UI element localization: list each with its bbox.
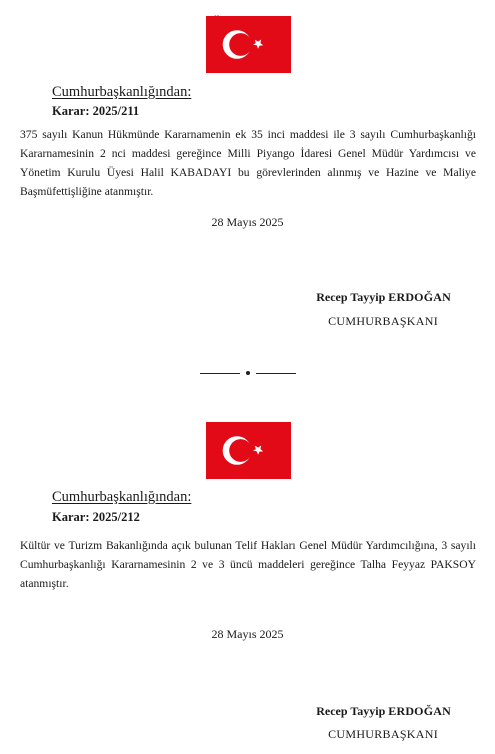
signer-title: CUMHURBAŞKANI	[328, 314, 438, 328]
decision-number: Karar: 2025/211	[52, 104, 140, 118]
signer-title: CUMHURBAŞKANI	[328, 727, 438, 741]
section-separator-icon	[0, 366, 495, 380]
decision-number: Karar: 2025/212	[52, 510, 140, 524]
decree-heading: Cumhurbaşkanlığından:	[52, 84, 192, 100]
separator-line-left	[200, 373, 240, 374]
decree-heading: Cumhurbaşkanlığından:	[52, 489, 192, 505]
turkish-flag-icon	[206, 16, 291, 73]
separator-line-right	[256, 373, 296, 374]
decree-body: Kültür ve Turizm Bakanlığında açık bulunan Telif Hakları Genel Müdür Yardımcılığına, 3 sayılı Cumhurbaşkanlığı Kararnamesinin 2 ve 3 üncü maddeleri gereğince Talha Feyyaz PAKSOY atanmıştır.	[20, 539, 476, 590]
signer-name	[316, 704, 451, 719]
signer-given-names: Recep Tayyip	[316, 704, 389, 718]
signer-surname: ERDOĞAN	[388, 704, 451, 718]
decree-date: 28 Mayıs 2025	[211, 627, 284, 641]
decree-date: 28 Mayıs 2025	[211, 215, 284, 229]
decree-body: 375 sayılı Kanun Hükmünde Kararnamenin ek 35 inci maddesi ile 3 sayılı Cumhurbaşkanlığı Kararnamesinin 2 nci maddesi gereğince Milli Piyango İdaresi Genel Müdür Yardımcısı ve Yönetim Kurulu Üyesi Halil KABADAYI bu görevlerinden alınmış ve Hazine ve Maliye Başmüfettişliğine atanmıştır.	[20, 128, 476, 198]
signer-name	[316, 290, 451, 305]
signer-given-names: Recep Tayyip	[316, 290, 389, 304]
separator-dot	[246, 371, 250, 375]
turkish-flag-icon	[206, 422, 291, 479]
signer-surname: ERDOĞAN	[388, 290, 451, 304]
